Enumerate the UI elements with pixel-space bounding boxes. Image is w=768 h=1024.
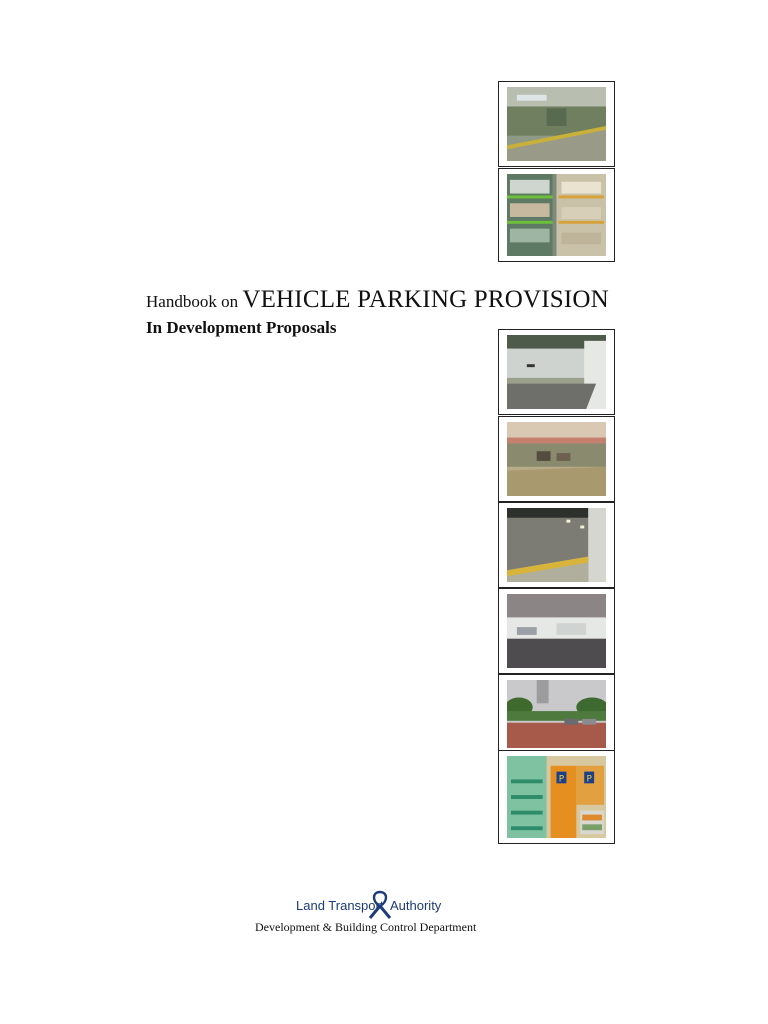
title-prefix: Handbook on [146,292,239,311]
parking-building-photo [498,750,615,844]
svg-text:P: P [558,774,565,785]
title-subtitle: In Development Proposals [146,318,337,337]
department-name: Development & Building Control Department [255,920,477,934]
logo-text-right: Authority [390,898,442,913]
open-deck-photo [498,588,615,674]
ramp-humps-photo [498,502,615,588]
ramp-photo [498,81,615,167]
lta-logo [290,890,450,920]
mechanised-stack-photo [498,168,615,262]
svg-text:P: P [586,774,592,785]
carpark-deck-photo [498,416,615,502]
logo-text-left: Land Transport [296,898,384,913]
basement-entrance-photo [498,329,615,415]
title-main: VEHICLE PARKING PROVISION [242,286,609,313]
surface-carpark-photo [498,674,615,754]
title-line [146,286,609,314]
